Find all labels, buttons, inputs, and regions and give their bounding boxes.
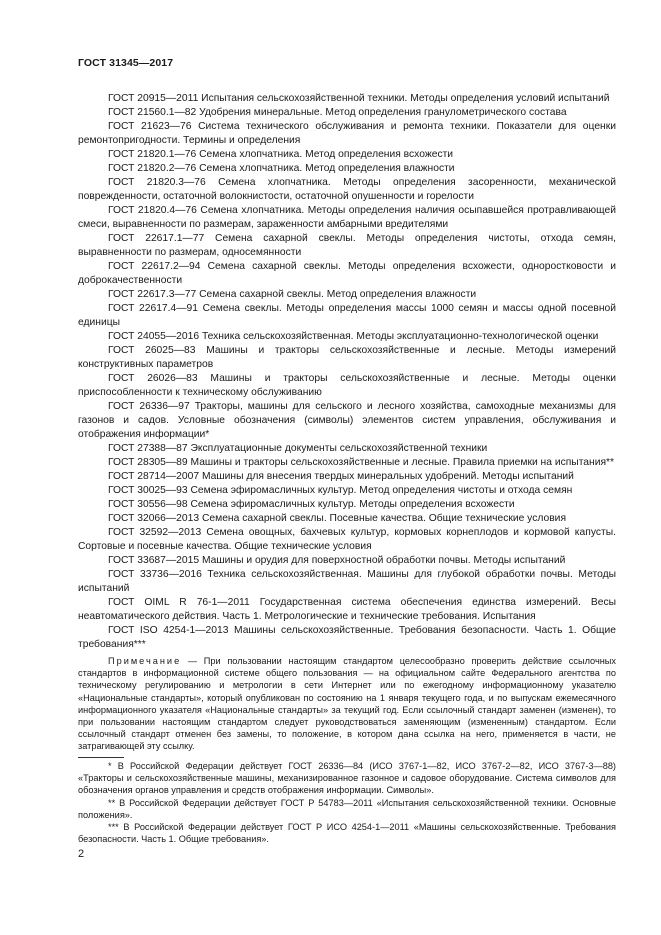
reference-item: ГОСТ OIML R 76-1—2011 Государственная система обеспечения единства измерений. Весы неавтоматического действия. Часть 1. Метрологические и технические требования. Испытания: [78, 597, 616, 622]
reference-item: ГОСТ 28305—89 Машины и тракторы сельскохозяйственные и лесные. Правила приемки на испытания**: [108, 457, 615, 468]
reference-item: ГОСТ 24055—2016 Техника сельскохозяйственная. Методы эксплуатационно-технологической оценки: [108, 331, 599, 342]
reference-item: ГОСТ 20915—2011 Испытания сельскохозяйственной техники. Методы определения условий испытаний: [108, 93, 610, 104]
reference-item: ГОСТ 27388—87 Эксплуатационные документы сельскохозяйственной техники: [108, 443, 488, 454]
footnote: * В Российской Федерации действует ГОСТ 26336—84 (ИСО 3767-1—82, ИСО 3767-2—82, ИСО 3767-3—88) «Тракторы и сельскохозяйственные машины, механизированное газонное и садовое оборудование. Система символов для обозначения органов управления и средств отображения информации. Символы».: [78, 761, 616, 796]
footnote: *** В Российской Федерации действует ГОСТ Р ИСО 4254-1—2011 «Машины сельскохозяйственные. Требования безопасности. Часть 1. Общие требования».: [78, 822, 616, 845]
reference-item: ГОСТ 30556—98 Семена эфиромасличных культур. Методы определения всхожести: [108, 499, 515, 510]
note-label: Примечание: [108, 656, 182, 666]
reference-item: ГОСТ 21820.2—76 Семена хлопчатника. Метод определения влажности: [108, 163, 455, 174]
document-code-header: ГОСТ 31345—2017: [78, 57, 174, 69]
footnotes: [78, 760, 616, 845]
reference-item: ГОСТ 21820.4—76 Семена хлопчатника. Методы определения наличия осыпавшейся протравливающей смеси, выравненности по размерам, зараженности амбарными вредителями: [78, 205, 616, 230]
reference-item: ГОСТ 21820.3—76 Семена хлопчатника. Методы определения засоренности, механической поврежденности, остаточной волокнистости, остаточной опушенности и горелости: [78, 177, 616, 202]
reference-item: ГОСТ 26336—97 Тракторы, машины для сельского и лесного хозяйства, самоходные механизмы для газонов и садов. Условные обозначения (символы) элементов систем управления, обслуживания и отображения информации*: [78, 401, 616, 440]
reference-item: ГОСТ 33736—2016 Техника сельскохозяйственная. Машины для глубокой обработки почвы. Методы испытаний: [78, 569, 616, 594]
reference-item: ГОСТ 28714—2007 Машины для внесения твердых минеральных удобрений. Методы испытаний: [108, 471, 574, 482]
note-paragraph: [78, 655, 616, 753]
reference-item: ГОСТ ISO 4254-1—2013 Машины сельскохозяйственные. Требования безопасности. Часть 1. Общие требования***: [78, 625, 616, 650]
reference-item: ГОСТ 21820.1—76 Семена хлопчатника. Метод определения всхожести: [108, 149, 454, 160]
reference-item: ГОСТ 22617.1—77 Семена сахарной свеклы. Методы определения чистоты, отхода семян, выравненности по размерам, односемянности: [78, 233, 616, 258]
reference-item: ГОСТ 32066—2013 Семена сахарной свеклы. Посевные качества. Общие технические условия: [108, 513, 567, 524]
reference-item: ГОСТ 22617.3—77 Семена сахарной свеклы. Метод определения влажности: [108, 289, 477, 300]
reference-item: ГОСТ 22617.2—94 Семена сахарной свеклы. Методы определения всхожести, одноростковости и доброкачественности: [78, 261, 616, 286]
page-number: 2: [78, 848, 85, 860]
footnote-divider: [78, 757, 124, 758]
footnote: ** В Российской Федерации действует ГОСТ Р 54783—2011 «Испытания сельскохозяйственной техники. Основные положения».: [78, 797, 616, 820]
reference-item: ГОСТ 22617.4—91 Семена свеклы. Методы определения массы 1000 семян и массы одной посевной единицы: [78, 303, 616, 328]
reference-item: ГОСТ 21623—76 Система технического обслуживания и ремонта техники. Показатели для оценки ремонтопригодности. Термины и определения: [78, 121, 616, 146]
reference-item: ГОСТ 21560.1—82 Удобрения минеральные. Метод определения гранулометрического состава: [108, 107, 567, 118]
reference-item: ГОСТ 26026—83 Машины и тракторы сельскохозяйственные и лесные. Методы оценки приспособленности к техническому обслуживанию: [78, 373, 616, 398]
normative-references-list: [78, 92, 616, 652]
reference-item: ГОСТ 26025—83 Машины и тракторы сельскохозяйственные и лесные. Методы измерений конструктивных параметров: [78, 345, 616, 370]
reference-item: ГОСТ 33687—2015 Машины и орудия для поверхностной обработки почвы. Методы испытаний: [108, 555, 566, 566]
note-text: — При пользовании настоящим стандартом целесообразно проверить действие ссылочных стандартов в информационной системе общего пользования — на официальном сайте Федерального агентства по техническому регулированию и метрологии в сети Интернет или по ежегодному информационному указателю «Национальные стандарты», который опубликован по состоянию на 1 января текущего года, и по выпускам ежемесячного информационного указателя «Национальные стандарты» за текущий год. Если ссылочный стандарт заменен (изменен), то при пользовании настоящим стандартом следует руководствоваться заменяющим (измененным) стандартом. Если ссылочный стандарт отменен без замены, то положение, в котором дана ссылка на него, применяется в части, не затрагивающей эту ссылку.: [78, 656, 616, 752]
reference-item: ГОСТ 32592—2013 Семена овощных, бахчевых культур, кормовых корнеплодов и кормовой капусты. Сортовые и посевные качества. Общие технические условия: [78, 527, 616, 552]
reference-item: ГОСТ 30025—93 Семена эфиромасличных культур. Метод определения чистоты и отхода семян: [108, 485, 573, 496]
